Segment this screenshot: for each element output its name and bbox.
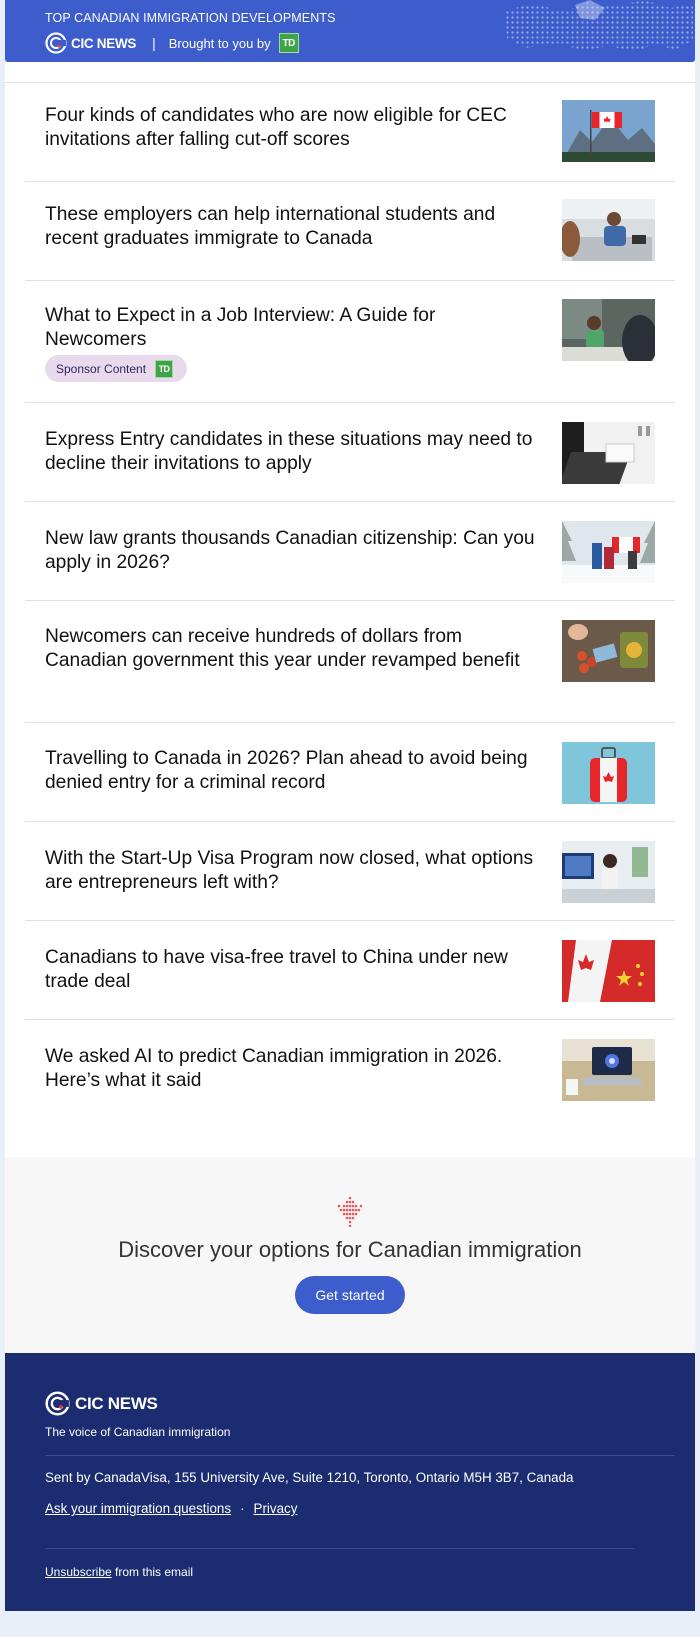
td-logo-badge[interactable]: TD	[279, 33, 299, 53]
discover-title: Discover your options for Canadian immigration	[118, 1237, 582, 1262]
header-brand-name: CIC NEWS	[71, 35, 137, 51]
article-title[interactable]: Travelling to Canada in 2026? Plan ahead to avoid being denied entry for a criminal record	[45, 748, 528, 793]
handing-document-image-icon	[562, 422, 655, 484]
sponsor-label: Sponsor Content	[56, 361, 147, 376]
article-title[interactable]: With the Start-Up Visa Program now closed, what options are entrepreneurs left with?	[45, 848, 534, 893]
entrepreneur-office-image-icon	[562, 841, 655, 903]
header-separator: |	[152, 35, 156, 51]
cic-news-logo-icon[interactable]	[45, 1391, 70, 1416]
article-item[interactable]	[25, 83, 675, 182]
article-item[interactable]	[25, 723, 675, 822]
article-item[interactable]	[25, 502, 675, 601]
article-thumbnail[interactable]	[562, 199, 655, 261]
laptop-ai-image-icon	[562, 1039, 655, 1101]
article-title[interactable]: We asked AI to predict Canadian immigration in 2026. Here’s what it said	[45, 1046, 503, 1091]
article-item[interactable]	[25, 601, 675, 723]
article-item[interactable]	[25, 1020, 675, 1119]
unsubscribe-line	[45, 1565, 193, 1579]
get-started-button[interactable]: Get started	[295, 1276, 405, 1314]
article-item[interactable]	[25, 182, 675, 281]
article-title[interactable]: Express Entry candidates in these situations may need to decline their invitations to apply	[45, 429, 533, 474]
discover-section	[5, 1157, 695, 1353]
suitcase-canada-flag-image-icon	[562, 742, 655, 804]
money-and-groceries-image-icon	[562, 620, 655, 682]
maple-leaf-icon	[335, 1195, 365, 1227]
article-item[interactable]	[25, 822, 675, 921]
footer-links	[45, 1501, 297, 1516]
article-thumbnail[interactable]	[562, 620, 655, 682]
job-interview-image-icon	[562, 299, 655, 361]
article-thumbnail[interactable]	[562, 299, 655, 361]
article-title[interactable]: What to Expect in a Job Interview: A Guide for Newcomers	[45, 305, 436, 350]
article-item[interactable]	[25, 921, 675, 1020]
brought-by-text: Brought to you by	[168, 35, 271, 51]
article-title[interactable]: Newcomers can receive hundreds of dollars from Canadian government this year under revamped benefit	[45, 626, 520, 671]
canada-map-dots-icon	[495, 0, 695, 62]
newsletter-footer	[5, 1353, 695, 1611]
article-list	[5, 62, 695, 1157]
article-thumbnail[interactable]	[562, 100, 655, 162]
canada-china-flags-image-icon	[562, 940, 655, 1002]
divider	[45, 1455, 675, 1456]
newsletter-header	[5, 0, 695, 62]
footer-brand	[45, 1391, 158, 1416]
article-thumbnail[interactable]	[562, 1039, 655, 1101]
article-item[interactable]	[25, 281, 675, 403]
article-title[interactable]: New law grants thousands Canadian citizenship: Can you apply in 2026?	[45, 528, 535, 573]
article-title[interactable]: Canadians to have visa-free travel to China under new trade deal	[45, 947, 508, 992]
header-title: TOP CANADIAN IMMIGRATION DEVELOPMENTS	[45, 11, 336, 25]
sender-address: Sent by CanadaVisa, 155 University Ave, Suite 1210, Toronto, Ontario M5H 3B7, Canada	[45, 1470, 574, 1485]
footer-tagline: The voice of Canadian immigration	[45, 1425, 231, 1439]
privacy-link[interactable]: Privacy	[253, 1501, 298, 1516]
article-thumbnail[interactable]	[562, 940, 655, 1002]
canada-flag-mountains-image-icon	[562, 100, 655, 162]
unsubscribe-suffix: from this email	[111, 1565, 194, 1579]
article-thumbnail[interactable]	[562, 422, 655, 484]
article-item[interactable]	[25, 403, 675, 502]
article-thumbnail[interactable]	[562, 521, 655, 583]
sponsor-content-badge[interactable]	[45, 355, 187, 382]
article-thumbnail[interactable]	[562, 742, 655, 804]
ask-questions-link[interactable]: Ask your immigration questions	[45, 1501, 232, 1516]
family-with-flag-image-icon	[562, 521, 655, 583]
footer-brand-name: CIC NEWS	[75, 1393, 158, 1413]
article-title[interactable]: These employers can help international students and recent graduates immigrate to Canada	[45, 204, 496, 249]
link-separator: ·	[240, 1501, 245, 1516]
header-brand	[45, 31, 299, 55]
article-thumbnail[interactable]	[562, 841, 655, 903]
unsubscribe-link[interactable]: Unsubscribe	[45, 1565, 112, 1579]
office-meeting-image-icon	[562, 199, 655, 261]
divider	[45, 1548, 635, 1549]
cic-news-logo-icon[interactable]	[45, 32, 67, 54]
td-logo-badge: TD	[155, 360, 173, 378]
article-title[interactable]: Four kinds of candidates who are now eligible for CEC invitations after falling cut-off scores	[45, 105, 507, 150]
